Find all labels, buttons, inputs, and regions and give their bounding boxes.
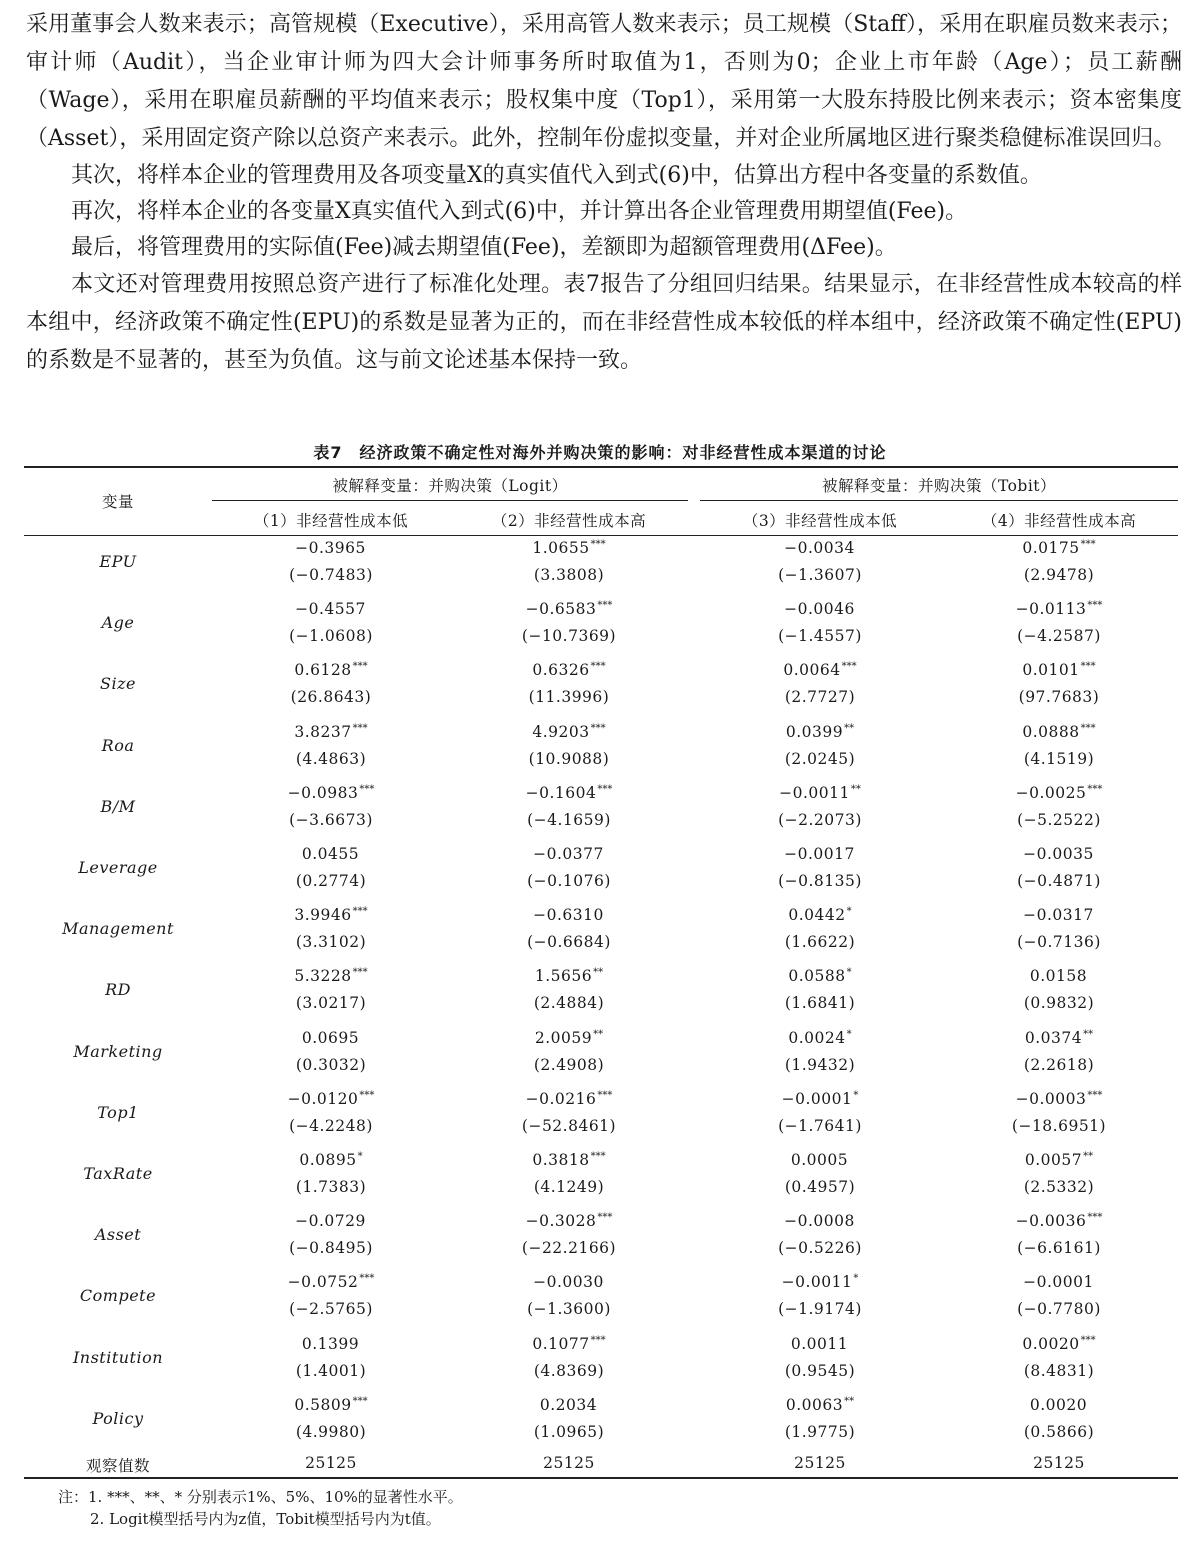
coefficient-cell <box>700 1090 940 1108</box>
coefficient-cell <box>700 1335 940 1353</box>
test-statistic: (3.3102) <box>295 933 367 952</box>
coefficient-cell <box>450 1090 688 1108</box>
coefficient-value: −0.0030 <box>533 1273 604 1292</box>
coefficient-value: 0.0063 <box>785 1395 844 1414</box>
test-statistic: (−1.3607) <box>778 566 862 584</box>
coefficient-value: −0.4557 <box>295 600 366 619</box>
header-bottom-rule <box>24 535 1178 536</box>
test-statistic: (0.5866) <box>1023 1422 1095 1441</box>
coefficient-value: 0.5809 <box>294 1395 352 1414</box>
coefficient-cell <box>450 1335 688 1353</box>
coefficient-cell <box>450 784 688 802</box>
test-statistic: (−5.2522) <box>1017 810 1101 829</box>
significance-stars: *** <box>352 661 368 673</box>
coefficient-value: −0.0036 <box>1015 1212 1087 1231</box>
observations-value: 25125 <box>1033 1454 1085 1472</box>
coefficient-value: −0.6310 <box>533 906 604 925</box>
coefficient-cell <box>940 1212 1178 1230</box>
coefficient-value: −0.0017 <box>784 845 855 863</box>
coefficient-cell <box>212 1029 450 1047</box>
coefficient-value: 0.0005 <box>790 1151 849 1169</box>
coefficient-cell <box>212 1151 450 1169</box>
coefficient-cell <box>700 539 940 557</box>
test-statistic: (4.1519) <box>1023 749 1095 768</box>
significance-stars: *** <box>590 1151 606 1162</box>
significance-stars: ** <box>593 1028 604 1040</box>
variable-name: Top1 <box>97 1102 139 1122</box>
variable-name: Compete <box>79 1286 157 1306</box>
coefficient-cell <box>700 1151 940 1169</box>
test-statistic: (−1.7641) <box>778 1116 862 1135</box>
coefficient-cell <box>212 600 450 618</box>
significance-stars: *** <box>352 967 368 979</box>
test-statistic: (−3.6673) <box>289 810 373 829</box>
coefficient-cell <box>212 661 450 679</box>
test-statistic: (1.9432) <box>784 1055 856 1074</box>
variable-header: 变量 <box>101 493 134 511</box>
variable-name: TaxRate <box>83 1164 153 1183</box>
variable-name: Age <box>101 613 135 633</box>
coefficient-cell <box>940 845 1178 863</box>
significance-stars: *** <box>590 1334 606 1346</box>
coefficient-value: 0.0020 <box>1029 1395 1088 1414</box>
test-statistic: (0.2774) <box>295 872 367 890</box>
coefficient-value: −0.0729 <box>295 1212 366 1231</box>
test-statistic: (0.4957) <box>784 1178 856 1196</box>
test-statistic: (−18.6951) <box>1011 1116 1107 1135</box>
coefficient-cell <box>940 1335 1178 1353</box>
significance-stars: ** <box>844 722 855 734</box>
test-statistic: (−0.7136) <box>1017 933 1101 952</box>
coefficient-value: −0.0001 <box>781 1089 853 1108</box>
test-statistic: (2.9478) <box>1023 566 1095 584</box>
coefficient-value: −0.0317 <box>1023 906 1094 925</box>
test-statistic: (4.4863) <box>295 749 367 768</box>
test-statistic: (−22.2166) <box>521 1239 617 1258</box>
coefficient-cell <box>450 661 688 679</box>
column-header-3: （3）非经营性成本低 <box>742 512 898 530</box>
test-statistic: (2.7727) <box>784 688 856 707</box>
variable-name: B/M <box>100 796 136 816</box>
test-statistic: (3.3808) <box>533 566 605 584</box>
coefficient-value: 2.0059 <box>534 1028 593 1047</box>
coefficient-cell <box>700 967 940 985</box>
coefficient-value: −0.3028 <box>525 1212 597 1231</box>
significance-stars: * <box>357 1151 363 1162</box>
significance-stars: *** <box>352 906 368 918</box>
test-statistic: (−1.3600) <box>527 1300 611 1319</box>
test-statistic: (26.8643) <box>290 688 372 707</box>
coefficient-value: 5.3228 <box>294 967 352 986</box>
coefficient-cell <box>700 1212 940 1230</box>
significance-stars: *** <box>1087 1212 1103 1224</box>
table-caption: 表7 经济政策不确定性对海外并购决策的影响：对非经营性成本渠道的讨论 <box>313 443 887 462</box>
coefficient-cell <box>450 723 688 741</box>
test-statistic: (−0.7483) <box>289 566 373 584</box>
coefficient-value: 0.0064 <box>783 661 841 680</box>
test-statistic: (−0.4871) <box>1017 872 1101 890</box>
significance-stars: *** <box>597 783 613 795</box>
coefficient-cell <box>450 1396 688 1414</box>
coefficient-cell <box>940 1090 1178 1108</box>
coefficient-value: 0.0888 <box>1022 722 1080 741</box>
coefficient-value: 0.6128 <box>294 661 352 680</box>
coefficient-value: 1.0655 <box>532 539 590 557</box>
significance-stars: ** <box>1083 1151 1094 1162</box>
coefficient-value: 0.0455 <box>301 845 360 863</box>
test-statistic: (−0.7780) <box>1017 1300 1101 1319</box>
test-statistic: (−2.2073) <box>778 810 862 829</box>
coefficient-value: 1.5656 <box>534 967 593 986</box>
paragraph-step-3: 再次，将样本企业的各变量X真实值代入到式(6)中，并计算出各企业管理费用期望值(Fee)。 <box>71 199 968 224</box>
variable-name: Size <box>100 674 136 694</box>
coefficient-value: −0.6583 <box>525 600 597 619</box>
coefficient-value: −0.1604 <box>525 783 597 802</box>
paragraph-variables: 采用董事会人数来表示；高管规模（Executive），采用高管人数来表示；员工规模（Staff），采用在职雇员数来表示；审计师（Audit），当企业审计师为四大会计师事务所时取值为1，否则为0；企业上市年龄（Age）；员工薪酬（Wage），采用在职雇员薪酬的平均值来表示；股权集中度（Top1），采用第一大股东持股比例来表示；资本密集度（Asset），采用固定资产除以总资产来表示。此外，控制年份虚拟变量，并对企业所属地区进行聚类稳健标准误回归。 <box>26 12 1182 151</box>
significance-stars: *** <box>352 722 368 734</box>
coefficient-value: 3.8237 <box>294 722 352 741</box>
significance-stars: *** <box>1080 539 1096 550</box>
coefficient-cell <box>212 1090 450 1108</box>
coefficient-value: −0.3965 <box>295 539 366 557</box>
coefficient-value: −0.0011 <box>779 783 850 802</box>
coefficient-value: 0.0442 <box>788 906 846 925</box>
test-statistic: (−6.6161) <box>1017 1239 1101 1258</box>
variable-name: EPU <box>99 552 137 571</box>
significance-stars: * <box>853 1089 859 1101</box>
significance-stars: * <box>846 1028 852 1040</box>
column-header-4: （4）非经营性成本高 <box>981 512 1137 530</box>
significance-stars: *** <box>597 600 613 612</box>
coefficient-cell <box>450 1212 688 1230</box>
coefficient-cell <box>212 845 450 863</box>
tobit-group-rule <box>700 500 1178 501</box>
coefficient-value: 0.2034 <box>539 1395 598 1414</box>
paragraph-results: 本文还对管理费用按照总资产进行了标准化处理。表7报告了分组回归结果。结果显示，在非经营性成本较高的样本组中，经济政策不确定性(EPU)的系数是显著为正的，而在非经营性成本较低的样本组中，经济政策不确定性(EPU)的系数是不显著的，甚至为负值。这与前文论述基本保持一致。 <box>26 272 1182 373</box>
coefficient-cell <box>940 600 1178 618</box>
coefficient-cell <box>212 906 450 924</box>
coefficient-cell <box>700 723 940 741</box>
significance-stars: *** <box>597 1089 613 1101</box>
coefficient-cell <box>700 906 940 924</box>
test-statistic: (1.0965) <box>533 1422 605 1441</box>
coefficient-value: −0.0011 <box>781 1273 853 1292</box>
test-statistic: (−10.7369) <box>521 627 617 646</box>
test-statistic: (0.9545) <box>784 1361 856 1380</box>
coefficient-value: 3.9946 <box>294 906 352 925</box>
coefficient-cell <box>700 845 940 863</box>
significance-stars: *** <box>359 1273 375 1285</box>
coefficient-cell <box>940 784 1178 802</box>
significance-stars: *** <box>359 783 375 795</box>
coefficient-value: −0.0113 <box>1015 600 1087 619</box>
coefficient-cell <box>450 1151 688 1169</box>
test-statistic: (3.0217) <box>295 994 367 1013</box>
significance-stars: *** <box>1080 1334 1096 1346</box>
test-statistic: (2.0245) <box>784 749 856 768</box>
coefficient-value: 0.0101 <box>1022 661 1080 680</box>
coefficient-cell <box>212 539 450 557</box>
test-statistic: (−1.4557) <box>778 627 862 646</box>
variable-name: Management <box>62 919 174 939</box>
test-statistic: (0.9832) <box>1023 994 1095 1013</box>
coefficient-cell <box>450 1029 688 1047</box>
coefficient-cell <box>940 1273 1178 1291</box>
table-top-rule <box>24 466 1178 468</box>
coefficient-value: 4.9203 <box>532 722 590 741</box>
coefficient-value: 0.0020 <box>1022 1334 1080 1353</box>
table-bottom-rule <box>24 1477 1178 1479</box>
coefficient-cell <box>940 906 1178 924</box>
significance-stars: ** <box>593 967 604 979</box>
coefficient-cell <box>450 600 688 618</box>
test-statistic: (2.4908) <box>533 1055 605 1074</box>
significance-stars: *** <box>1080 661 1096 673</box>
coefficient-value: 0.0057 <box>1024 1151 1083 1169</box>
paragraph-step-4: 最后，将管理费用的实际值(Fee)减去期望值(Fee)，差额即为超额管理费用(ΔFee)。 <box>71 235 897 260</box>
coefficient-value: 0.0158 <box>1029 967 1088 986</box>
test-statistic: (4.9980) <box>295 1422 367 1441</box>
test-statistic: (−0.1076) <box>527 872 611 890</box>
coefficient-cell <box>212 1212 450 1230</box>
coefficient-value: 0.6326 <box>532 661 590 680</box>
coefficient-value: −0.0216 <box>525 1089 597 1108</box>
significance-stars: *** <box>1087 600 1103 612</box>
test-statistic: (−0.5226) <box>778 1239 862 1258</box>
coefficient-value: 0.1077 <box>532 1334 590 1353</box>
coefficient-value: 0.0374 <box>1024 1028 1083 1047</box>
coefficient-cell <box>212 784 450 802</box>
coefficient-cell <box>940 1151 1178 1169</box>
variable-name: Asset <box>94 1225 142 1245</box>
significance-stars: *** <box>1080 722 1096 734</box>
test-statistic: (−4.2248) <box>289 1116 373 1135</box>
coefficient-cell <box>940 1029 1178 1047</box>
variable-name: Leverage <box>78 858 158 877</box>
coefficient-value: −0.0120 <box>287 1089 359 1108</box>
test-statistic: (−0.6684) <box>527 933 611 952</box>
coefficient-value: −0.0035 <box>1023 845 1094 863</box>
significance-stars: *** <box>597 1212 613 1224</box>
coefficient-value: 0.0175 <box>1022 539 1080 557</box>
variable-name: Marketing <box>73 1041 163 1061</box>
coefficient-cell <box>700 784 940 802</box>
significance-stars: ** <box>1083 1028 1094 1040</box>
coefficient-value: 0.0588 <box>788 967 846 986</box>
test-statistic: (−4.2587) <box>1017 627 1101 646</box>
test-statistic: (−1.0608) <box>289 627 373 646</box>
test-statistic: (1.9775) <box>784 1422 856 1441</box>
tobit-group-header: 被解释变量：并购决策（Tobit） <box>821 477 1057 495</box>
coefficient-cell <box>450 539 688 557</box>
significance-stars: ** <box>850 783 861 795</box>
test-statistic: (1.6841) <box>784 994 856 1013</box>
test-statistic: (−1.9174) <box>778 1300 862 1319</box>
coefficient-value: −0.0983 <box>287 783 359 802</box>
significance-stars: ** <box>844 1395 855 1407</box>
observations-value: 25125 <box>794 1454 846 1472</box>
coefficient-cell <box>940 1396 1178 1414</box>
coefficient-cell <box>940 723 1178 741</box>
significance-stars: *** <box>1087 783 1103 795</box>
coefficient-value: 0.0011 <box>790 1334 849 1353</box>
coefficient-cell <box>212 723 450 741</box>
coefficient-value: 0.0895 <box>299 1151 357 1169</box>
test-statistic: (−52.8461) <box>521 1116 617 1135</box>
test-statistic: (2.4884) <box>533 994 605 1013</box>
variable-name: RD <box>105 980 131 1000</box>
test-statistic: (97.7683) <box>1018 688 1100 707</box>
observations-label: 观察值数 <box>85 1457 150 1475</box>
test-statistic: (−2.5765) <box>289 1300 373 1319</box>
test-statistic: (10.9088) <box>528 749 610 768</box>
coefficient-value: 0.0695 <box>301 1028 360 1047</box>
test-statistic: (11.3996) <box>528 688 610 707</box>
test-statistic: (4.1249) <box>533 1178 605 1196</box>
coefficient-cell <box>450 967 688 985</box>
coefficient-value: −0.0025 <box>1015 783 1087 802</box>
column-header-2: （2）非经营性成本高 <box>491 512 647 530</box>
coefficient-cell <box>450 1273 688 1291</box>
table-note-2: 2. Logit模型括号内为z值，Tobit模型括号内为t值。 <box>90 1510 441 1528</box>
table-note-1: 注：1. ***、**、* 分别表示1%、5%、10%的显著性水平。 <box>58 1488 463 1506</box>
column-header-1: （1）非经营性成本低 <box>253 512 409 530</box>
logit-group-rule <box>212 500 688 501</box>
coefficient-cell <box>940 661 1178 679</box>
coefficient-value: −0.0001 <box>1023 1273 1094 1292</box>
coefficient-value: 0.0024 <box>788 1028 846 1047</box>
test-statistic: (−4.1659) <box>527 810 611 829</box>
test-statistic: (8.4831) <box>1023 1361 1095 1380</box>
significance-stars: *** <box>590 539 606 550</box>
coefficient-cell <box>212 1335 450 1353</box>
test-statistic: (0.3032) <box>295 1055 367 1074</box>
test-statistic: (2.5332) <box>1023 1178 1095 1196</box>
coefficient-value: −0.0046 <box>784 600 855 619</box>
coefficient-cell <box>212 1273 450 1291</box>
significance-stars: * <box>853 1273 859 1285</box>
coefficient-cell <box>212 1396 450 1414</box>
significance-stars: *** <box>590 661 606 673</box>
test-statistic: (−0.8495) <box>289 1239 373 1258</box>
coefficient-cell <box>700 600 940 618</box>
significance-stars: * <box>846 967 852 979</box>
logit-group-header: 被解释变量：并购决策（Logit） <box>332 477 568 495</box>
body-text <box>26 6 1182 380</box>
test-statistic: (−0.8135) <box>778 872 862 890</box>
significance-stars: * <box>846 906 852 918</box>
coefficient-cell <box>700 1029 940 1047</box>
coefficient-value: −0.0003 <box>1015 1089 1087 1108</box>
coefficient-cell <box>450 906 688 924</box>
coefficient-value: −0.0008 <box>784 1212 855 1231</box>
coefficient-cell <box>212 967 450 985</box>
coefficient-cell <box>450 845 688 863</box>
coefficient-cell <box>940 967 1178 985</box>
coefficient-value: 0.3818 <box>532 1151 590 1169</box>
significance-stars: *** <box>590 722 606 734</box>
coefficient-value: −0.0034 <box>784 539 855 557</box>
coefficient-value: −0.0377 <box>533 845 604 863</box>
significance-stars: *** <box>352 1395 368 1407</box>
coefficient-cell <box>700 661 940 679</box>
coefficient-cell <box>700 1396 940 1414</box>
coefficient-cell <box>700 1273 940 1291</box>
coefficient-value: −0.0752 <box>287 1273 359 1292</box>
significance-stars: *** <box>841 661 857 673</box>
coefficient-cell <box>940 539 1178 557</box>
test-statistic: (1.6622) <box>784 933 856 952</box>
coefficient-value: 0.1399 <box>301 1334 360 1353</box>
significance-stars: *** <box>1087 1089 1103 1101</box>
significance-stars: *** <box>359 1089 375 1101</box>
variable-name: Roa <box>101 735 135 755</box>
coefficient-value: 0.0399 <box>785 722 844 741</box>
test-statistic: (2.2618) <box>1023 1055 1095 1074</box>
test-statistic: (1.7383) <box>295 1178 367 1196</box>
variable-name: Policy <box>92 1408 144 1428</box>
observations-value: 25125 <box>543 1454 595 1472</box>
observations-value: 25125 <box>305 1454 357 1472</box>
variable-name: Institution <box>72 1347 164 1367</box>
test-statistic: (4.8369) <box>533 1361 605 1380</box>
paragraph-step-2: 其次，将样本企业的管理费用及各项变量X的真实值代入到式(6)中，估算出方程中各变量的系数值。 <box>71 163 1042 188</box>
test-statistic: (1.4001) <box>295 1361 367 1380</box>
